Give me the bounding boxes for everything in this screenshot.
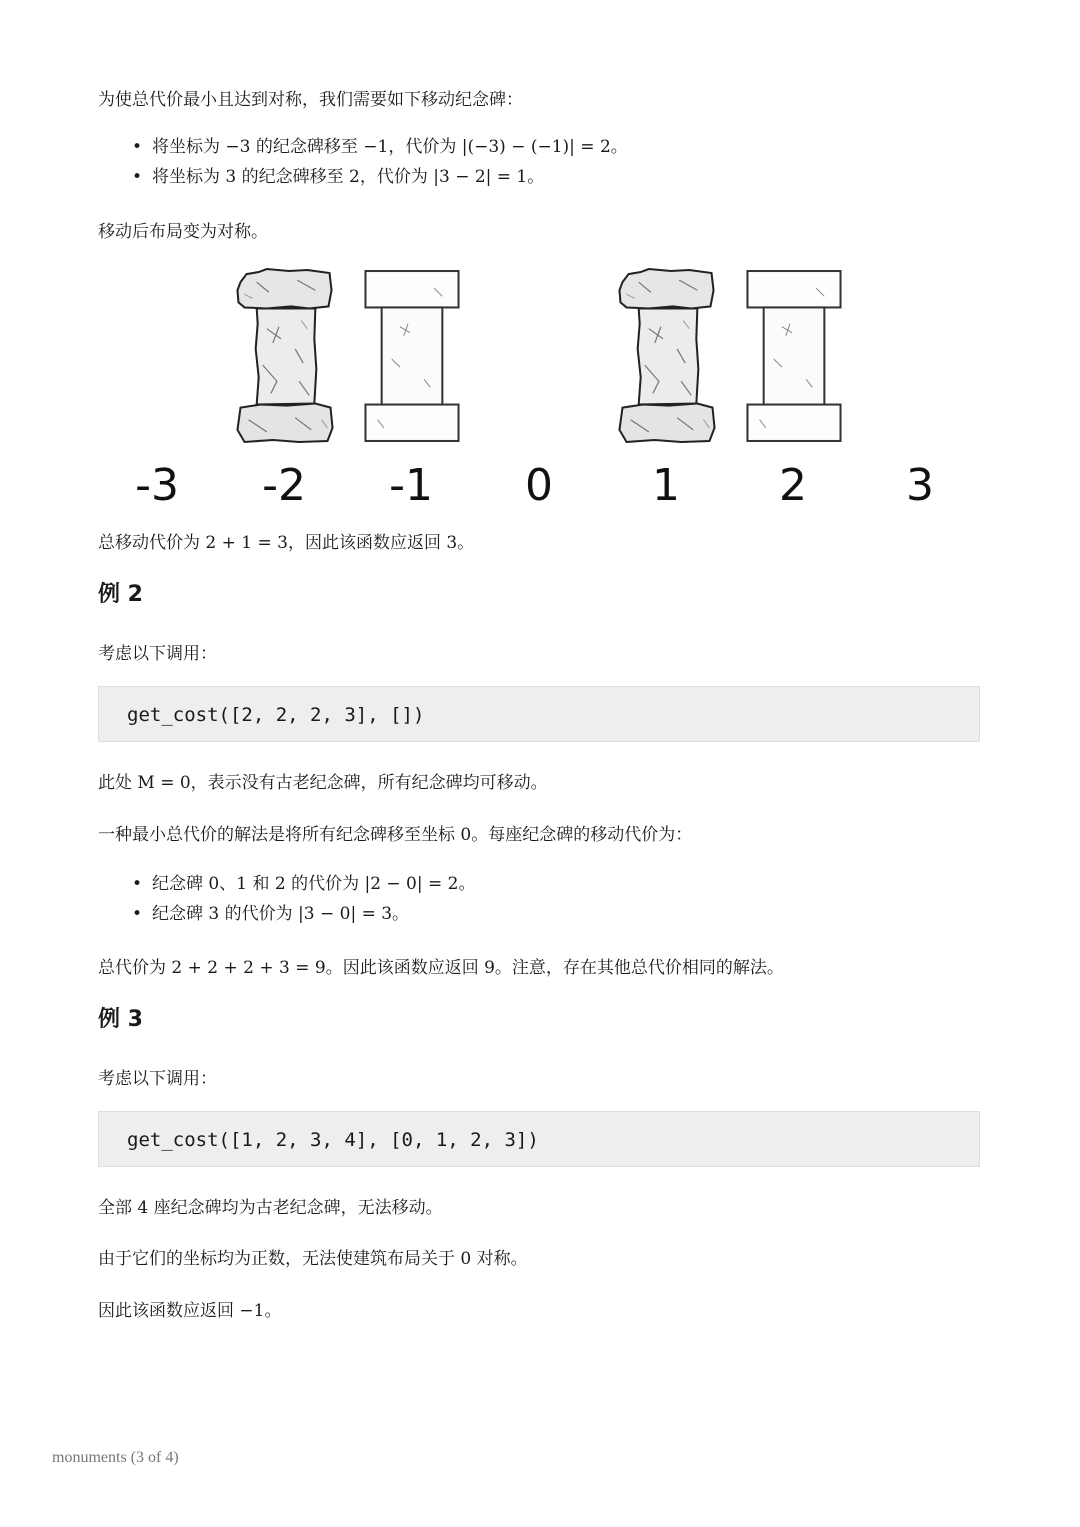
axis-label: -3: [135, 460, 179, 511]
axis-label: 0: [525, 460, 553, 511]
code-block: get_cost([2, 2, 2, 3], []): [98, 686, 980, 742]
example-2-heading: 例 2: [98, 582, 143, 607]
axis-label: -2: [262, 460, 306, 511]
axis-label: 2: [779, 460, 807, 511]
ancient-monument-icon: [235, 268, 335, 444]
example-3-consider: 考虑以下调用：: [98, 1069, 217, 1089]
example-2-total: 总代价为 2 + 2 + 2 + 3 = 9。因此该函数应返回 9。注意，存在其他总代价相同的解法。: [98, 958, 784, 978]
total-text: 总移动代价为 2 + 1 = 3，因此该函数应返回 3。: [98, 533, 475, 553]
list-item: • 纪念碑 3 的代价为 |3 − 0| = 3。: [128, 899, 475, 929]
example-2-note: 一种最小总代价的解法是将所有纪念碑移至坐标 0。每座纪念碑的移动代价为：: [98, 825, 693, 845]
monument-icon: [362, 268, 462, 444]
intro-text: 为使总代价最小且达到对称，我们需要如下移动纪念碑：: [98, 90, 523, 110]
example-2-list: [128, 869, 475, 929]
example-3-note: 因此该函数应返回 −1。: [98, 1301, 282, 1321]
list-item: • 将坐标为 −3 的纪念碑移至 −1，代价为 |(−3) − (−1)| = 2。: [128, 132, 628, 162]
ancient-monument-icon: [617, 268, 717, 444]
page-footer: monuments (3 of 4): [52, 1449, 179, 1466]
after-move-text: 移动后布局变为对称。: [98, 222, 268, 242]
monument-icon: [744, 268, 844, 444]
code-block: get_cost([1, 2, 3, 4], [0, 1, 2, 3]): [98, 1111, 980, 1167]
example-3-note: 由于它们的坐标均为正数，无法使建筑布局关于 0 对称。: [98, 1249, 528, 1269]
example-2-note: 此处 M = 0，表示没有古老纪念碑，所有纪念碑均可移动。: [98, 773, 548, 793]
moves-list: [128, 132, 628, 192]
axis-label: -1: [389, 460, 433, 511]
example-3-note: 全部 4 座纪念碑均为古老纪念碑，无法移动。: [98, 1198, 443, 1218]
example-2-consider: 考虑以下调用：: [98, 644, 217, 664]
axis-label: 1: [652, 460, 680, 511]
axis-label: 3: [906, 460, 934, 511]
list-item: • 纪念碑 0、1 和 2 的代价为 |2 − 0| = 2。: [128, 869, 475, 899]
example-3-heading: 例 3: [98, 1007, 143, 1032]
list-item: • 将坐标为 3 的纪念碑移至 2，代价为 |3 − 2| = 1。: [128, 162, 628, 192]
